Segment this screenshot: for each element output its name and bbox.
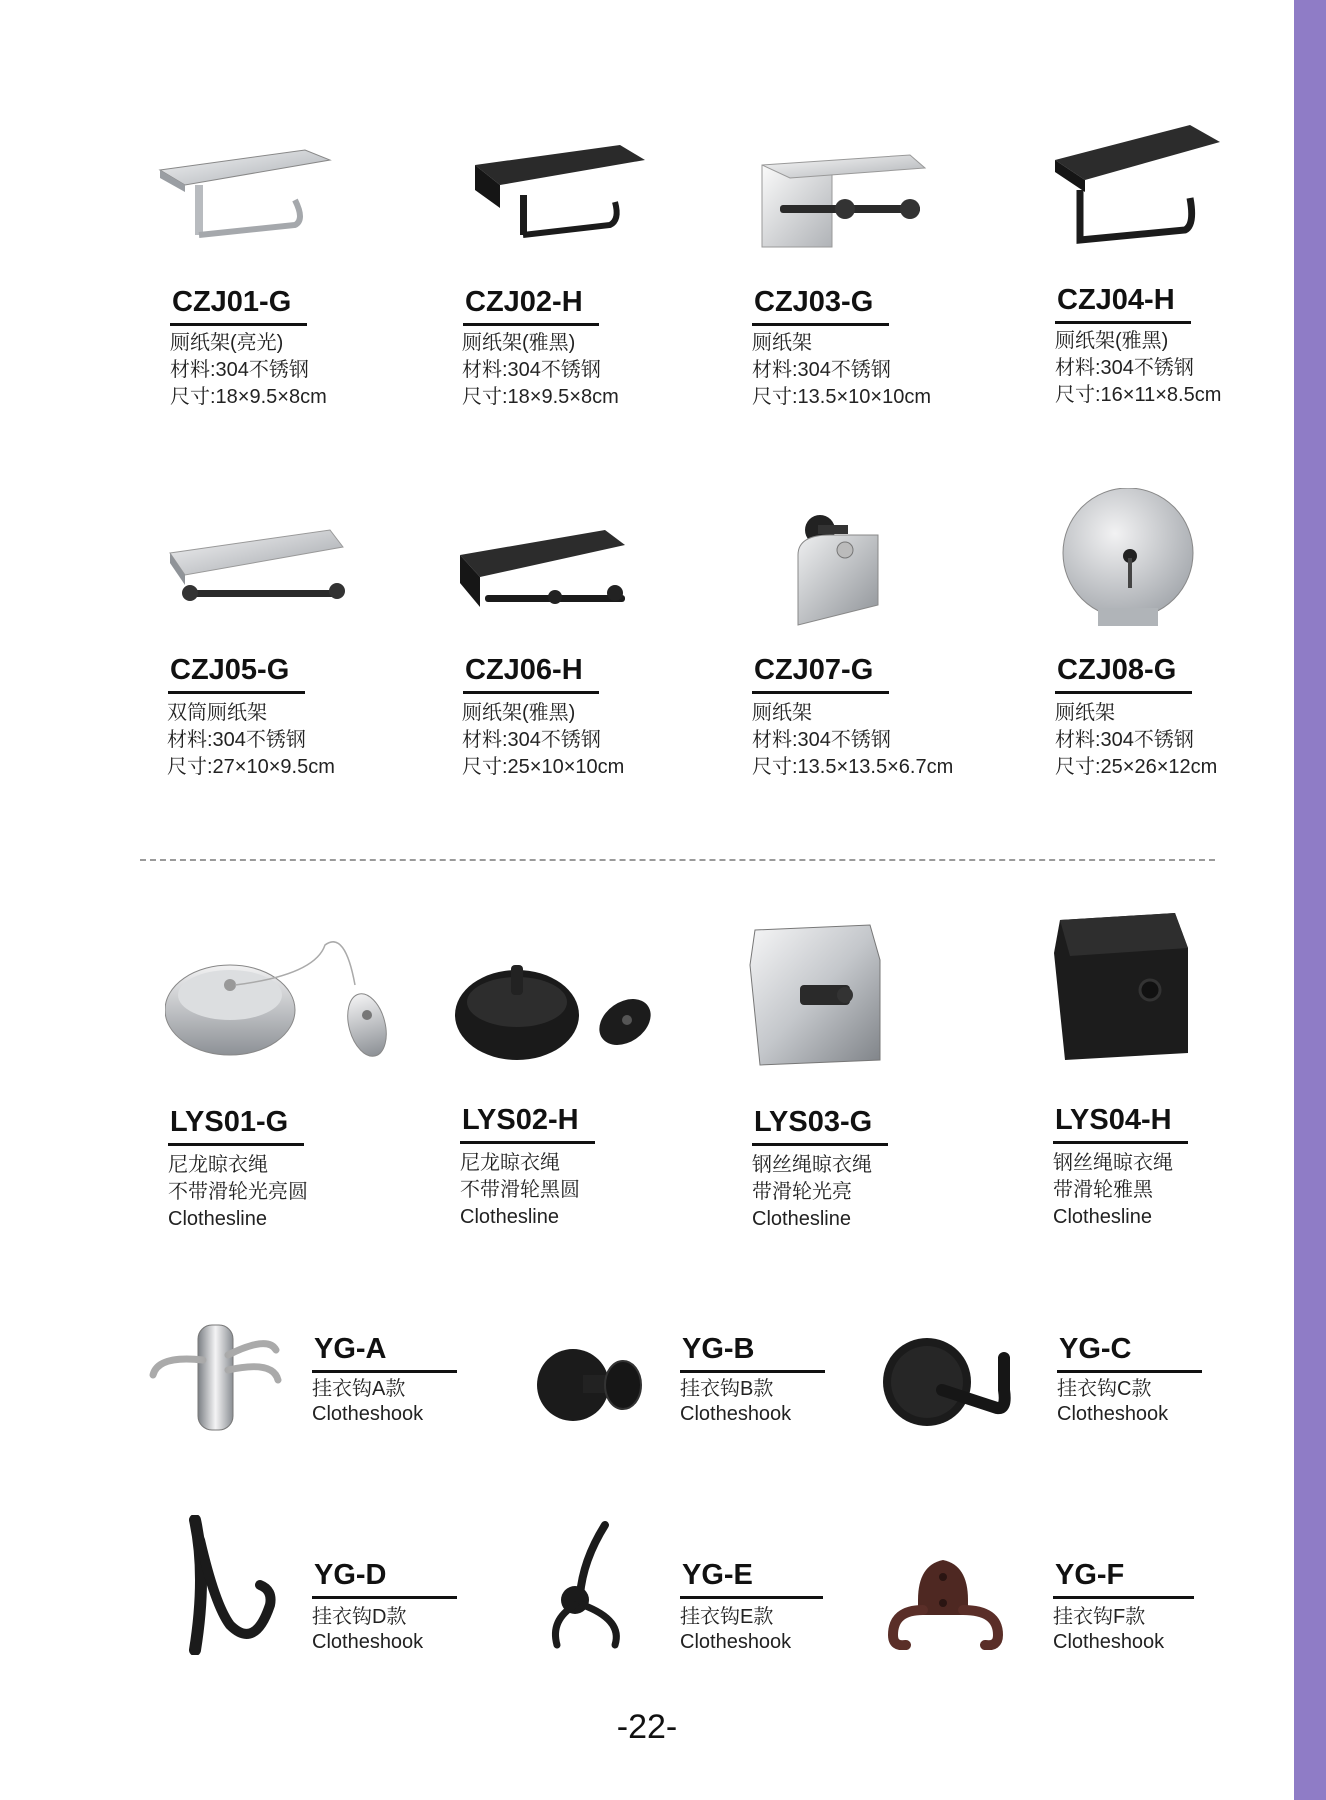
paper-holder-chrome-image xyxy=(155,140,335,250)
product-material: 材料:304不锈钢 xyxy=(462,359,601,381)
product-size: 尺寸:27×10×9.5cm xyxy=(167,756,335,778)
hook-en: Clotheshook xyxy=(680,1631,792,1653)
clothesline-chrome-image xyxy=(165,935,395,1065)
product-line: 带滑轮光亮 xyxy=(752,1181,852,1203)
hook-name: 挂衣钩A款 xyxy=(312,1378,406,1400)
product-name: 厕纸架(雅黑) xyxy=(462,702,576,724)
double-paper-holder-image xyxy=(165,525,345,620)
product-code: CZJ08-G xyxy=(1055,655,1192,694)
product-code: CZJ06-H xyxy=(463,655,599,694)
hook-bronze-double-image xyxy=(888,1555,1003,1650)
product-size: 尺寸:13.5×10×10cm xyxy=(752,386,931,408)
hook-black-single-image xyxy=(185,1515,285,1655)
product-size: 尺寸:16×11×8.5cm xyxy=(1055,384,1222,406)
product-line: Clothesline xyxy=(168,1208,267,1230)
product-size: 尺寸:18×9.5×8cm xyxy=(462,386,619,408)
hook-en: Clotheshook xyxy=(1057,1403,1169,1425)
product-code: CZJ07-G xyxy=(752,655,889,694)
clothesline-box-black-image xyxy=(1050,908,1195,1063)
product-name: 厕纸架 xyxy=(752,332,812,354)
jumbo-roll-dispenser-image xyxy=(1058,488,1203,628)
hook-black-bar-image xyxy=(882,1330,1022,1435)
product-code: CZJ05-G xyxy=(168,655,305,694)
clothesline-black-image xyxy=(455,940,665,1065)
product-material: 材料:304不锈钢 xyxy=(1055,357,1194,379)
hook-en: Clotheshook xyxy=(312,1403,424,1425)
product-line: 钢丝绳晾衣绳 xyxy=(1053,1152,1173,1174)
hook-code: YG-A xyxy=(312,1334,457,1373)
hook-name: 挂衣钩F款 xyxy=(1053,1606,1146,1628)
product-code: CZJ04-H xyxy=(1055,285,1191,324)
side-accent-bar xyxy=(1294,0,1326,1800)
hook-name: 挂衣钩B款 xyxy=(680,1378,774,1400)
paper-holder-black-shelf-image xyxy=(1050,120,1225,255)
product-size: 尺寸:13.5×13.5×6.7cm xyxy=(752,756,954,778)
product-line: Clothesline xyxy=(460,1206,559,1228)
product-line: 不带滑轮光亮圆 xyxy=(168,1181,308,1203)
product-line: 不带滑轮黑圆 xyxy=(460,1179,580,1201)
product-line: 钢丝绳晾衣绳 xyxy=(752,1154,872,1176)
product-line: Clothesline xyxy=(752,1208,851,1230)
product-size: 尺寸:18×9.5×8cm xyxy=(170,386,327,408)
product-name: 厕纸架(雅黑) xyxy=(462,332,576,354)
product-code: CZJ01-G xyxy=(170,287,307,326)
product-line: 尼龙晾衣绳 xyxy=(460,1152,560,1174)
product-name: 厕纸架(雅黑) xyxy=(1055,330,1169,352)
paper-holder-cover-image xyxy=(790,505,900,630)
product-line: 尼龙晾衣绳 xyxy=(168,1154,268,1176)
hook-black-double-image xyxy=(545,1520,630,1655)
clothesline-box-chrome-image xyxy=(745,920,885,1070)
hook-name: 挂衣钩E款 xyxy=(680,1606,774,1628)
product-code: LYS04-H xyxy=(1053,1105,1188,1144)
section-divider xyxy=(140,859,1215,861)
hook-code: YG-E xyxy=(680,1560,823,1599)
product-name: 厕纸架(亮光) xyxy=(170,332,284,354)
hook-code: YG-B xyxy=(680,1334,825,1373)
hook-en: Clotheshook xyxy=(312,1631,424,1653)
hook-name: 挂衣钩D款 xyxy=(312,1606,407,1628)
product-material: 材料:304不锈钢 xyxy=(170,359,309,381)
product-name: 厕纸架 xyxy=(752,702,812,724)
page-number: -22- xyxy=(616,1708,678,1746)
paper-holder-plate-image xyxy=(760,150,930,250)
product-code: LYS03-G xyxy=(752,1107,888,1146)
product-material: 材料:304不锈钢 xyxy=(1055,729,1194,751)
hook-name: 挂衣钩C款 xyxy=(1057,1378,1152,1400)
product-code: LYS01-G xyxy=(168,1107,304,1146)
product-line: 带滑轮雅黑 xyxy=(1053,1179,1153,1201)
product-material: 材料:304不锈钢 xyxy=(752,359,891,381)
product-name: 双筒厕纸架 xyxy=(167,702,267,724)
product-material: 材料:304不锈钢 xyxy=(752,729,891,751)
hook-en: Clotheshook xyxy=(1053,1631,1165,1653)
product-code: CZJ02-H xyxy=(463,287,599,326)
hook-black-round-image xyxy=(535,1335,645,1435)
paper-holder-black-image xyxy=(470,140,650,250)
product-line: Clothesline xyxy=(1053,1206,1152,1228)
hook-code: YG-D xyxy=(312,1560,457,1599)
product-size: 尺寸:25×26×12cm xyxy=(1055,756,1218,778)
product-material: 材料:304不锈钢 xyxy=(167,729,306,751)
hook-chrome-triple-image xyxy=(148,1315,283,1435)
product-code: CZJ03-G xyxy=(752,287,889,326)
hook-code: YG-F xyxy=(1053,1560,1194,1599)
hook-code: YG-C xyxy=(1057,1334,1202,1373)
product-size: 尺寸:25×10×10cm xyxy=(462,756,625,778)
product-material: 材料:304不锈钢 xyxy=(462,729,601,751)
double-paper-holder-black-image xyxy=(455,525,635,620)
product-name: 厕纸架 xyxy=(1055,702,1115,724)
hook-en: Clotheshook xyxy=(680,1403,792,1425)
product-code: LYS02-H xyxy=(460,1105,595,1144)
